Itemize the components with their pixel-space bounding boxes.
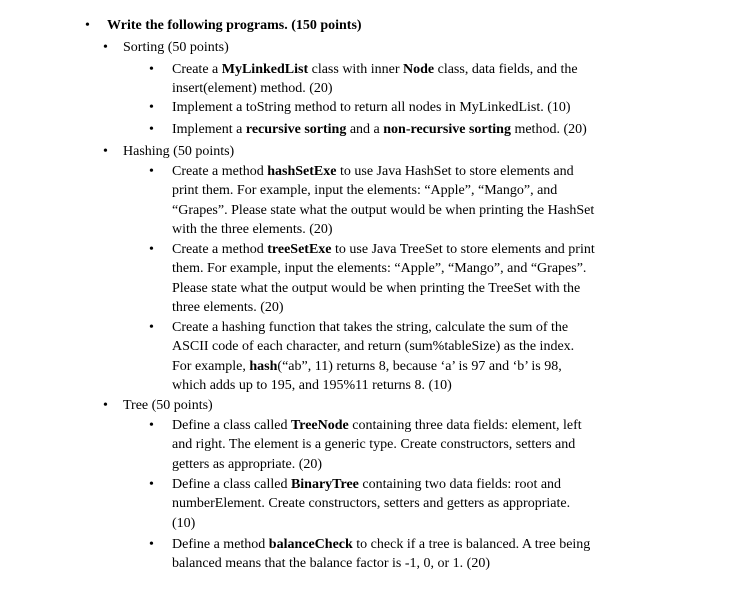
list-item-line: which adds up to 195, and 195%11 returns 8. (10) [172, 377, 452, 393]
bullet-icon: • [149, 320, 154, 335]
bullet-icon: • [149, 122, 154, 137]
list-item-line: Implement a recursive sorting and a non-recursive sorting method. (20) [172, 122, 587, 137]
list-item-line: “Grapes”. Please state what the output would be when printing the HashSet [172, 202, 595, 218]
list-item-line: (10) [172, 515, 196, 531]
list-item-line: For example, hash(“ab”, 11) returns 8, because ‘a’ is 97 and ‘b’ is 98, [172, 358, 562, 374]
bullet-icon: • [103, 398, 108, 413]
bullet-icon: • [103, 40, 108, 55]
list-item-line: numberElement. Create constructors, setters and getters as appropriate. [172, 496, 571, 512]
list-item-line: and right. The element is a generic type. Create constructors, setters and [172, 437, 576, 453]
bullet-icon: • [85, 18, 90, 33]
bullet-icon: • [149, 100, 154, 115]
list-item-line: print them. For example, input the elements: “Apple”, “Mango”, and [172, 183, 558, 199]
list-item-line: Define a method balanceCheck to check if a tree is balanced. A tree being [172, 537, 591, 552]
list-item-line: getters as appropriate. (20) [172, 456, 323, 472]
document-title: Write the following programs. (150 points) [107, 18, 362, 33]
list-item-line: Create a hashing function that takes the string, calculate the sum of the [172, 320, 569, 335]
list-item-line: ASCII code of each character, and return (sum%tableSize) as the index. [172, 339, 575, 355]
list-item-line: them. For example, input the elements: “Apple”, “Mango”, and “Grapes”. [172, 261, 587, 277]
list-item-line: with the three elements. (20) [172, 221, 333, 237]
section-heading: Tree (50 points) [123, 398, 213, 413]
section-heading: Sorting (50 points) [123, 40, 229, 55]
list-item-line: insert(element) method. (20) [172, 81, 333, 97]
list-item-line: Create a method treeSetExe to use Java TreeSet to store elements and print [172, 242, 595, 257]
bullet-icon: • [149, 164, 154, 179]
bullet-icon: • [149, 418, 154, 433]
list-item-line: Define a class called BinaryTree containing two data fields: root and [172, 477, 562, 492]
bullet-icon: • [149, 477, 154, 492]
list-item-line: Define a class called TreeNode containing three data fields: element, left [172, 418, 582, 433]
bullet-icon: • [149, 242, 154, 257]
section-heading: Hashing (50 points) [123, 144, 235, 159]
list-item-line: balanced means that the balance factor is -1, 0, or 1. (20) [172, 556, 490, 572]
list-item-line: three elements. (20) [172, 299, 284, 315]
list-item-line: Please state what the output would be when printing the TreeSet with the [172, 280, 581, 296]
list-item-line: Implement a toString method to return all nodes in MyLinkedList. (10) [172, 100, 571, 115]
list-item-line: Create a MyLinkedList class with inner Node class, data fields, and the [172, 62, 578, 77]
bullet-icon: • [103, 144, 108, 159]
bullet-icon: • [149, 62, 154, 77]
list-item-line: Create a method hashSetExe to use Java HashSet to store elements and [172, 164, 574, 179]
bullet-icon: • [149, 537, 154, 552]
